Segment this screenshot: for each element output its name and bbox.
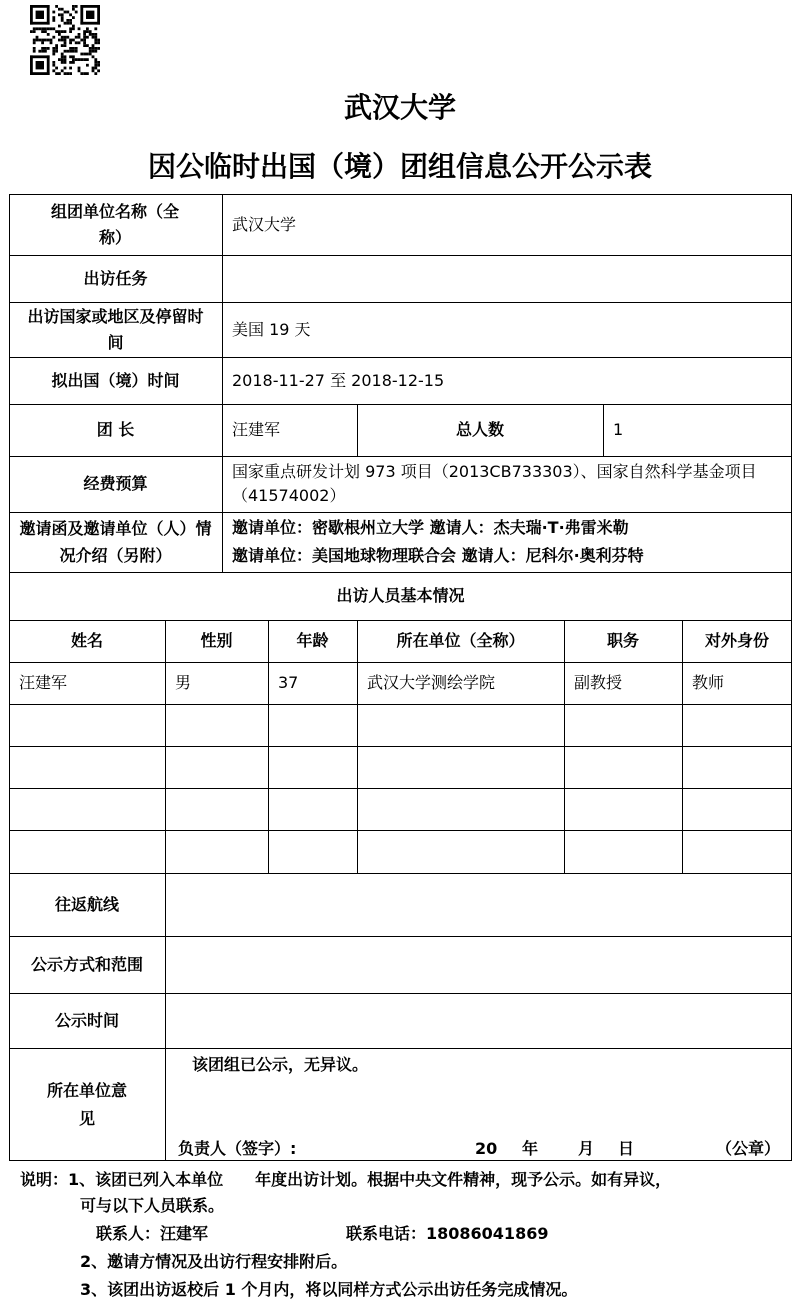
org-name-label: 组团单位名称（全称） [50,201,179,247]
invitation-label: 邀请函及邀请单位（人）情况介绍（另附） [19,519,212,565]
task-label: 出访任务 [83,268,148,288]
col-header-gender: 性别 [200,631,233,650]
signature-label: 负责人（签字）: [178,1139,297,1158]
qr-code [30,5,100,75]
contact-phone: 联系电话：18086041869 [346,1224,549,1243]
member-identity: 教师 [692,673,725,692]
member-age: 37 [278,673,299,692]
budget-label: 经费预算 [83,474,148,493]
budget-value: 国家重点研发计划 973 项目（2013CB733303）、国家自然科学基金项目（41574002） [232,462,757,505]
page-subtitle: 因公临时出国（境）团组信息公开公示表 [147,150,652,183]
member-org: 武汉大学测绘学院 [367,673,496,692]
date-prefix: 20 [475,1139,498,1158]
headcount-label: 总人数 [455,420,504,439]
note-line-1b: 可与以下人员联系。 [80,1196,225,1215]
col-header-title: 职务 [606,631,639,650]
departure-date-value: 2018-11-27 至 2018-12-15 [232,370,445,390]
contact-person: 联系人：汪建军 [96,1224,209,1243]
col-header-org: 所在单位（全称） [396,631,525,650]
unit-opinion-text: 该团组已公示，无异议。 [192,1055,369,1074]
col-header-identity: 对外身份 [704,631,769,650]
leader-value: 汪建军 [232,420,281,439]
note-line-2: 2、邀请方情况及出访行程安排附后。 [80,1252,348,1271]
invitation-value [232,512,790,572]
members-section-title: 出访人员基本情况 [336,586,465,605]
departure-date-label: 拟出国（境）时间 [51,370,180,390]
date-month: 月 [578,1139,595,1158]
invitation-line-1: 邀请单位：密歇根州立大学 邀请人：杰夫瑞·T·弗雷米勒 [232,518,629,537]
note-line-1: 说明：1、该团已列入本单位 年度出访计划。根据中央文件精神，现予公示。如有异议， [20,1170,672,1189]
note-line-3: 3、该团出访返校后 1 个月内，将以同样方式公示出访任务完成情况。 [80,1280,578,1299]
country-value: 美国 19 天 [232,319,311,339]
member-gender: 男 [175,673,192,692]
leader-label: 团 长 [96,420,135,439]
page-title: 武汉大学 [343,91,456,124]
org-name-value: 武汉大学 [232,214,297,234]
task-value [222,255,792,302]
col-header-name: 姓名 [70,631,103,650]
unit-opinion-label: 所在单位意见 [46,1080,127,1128]
headcount-value: 1 [613,420,624,439]
publicity-period-label: 公示时间 [54,1010,119,1030]
date-day: 日 [618,1139,635,1158]
member-name: 汪建军 [19,673,68,692]
date-year: 年 [522,1139,539,1158]
col-header-age: 年龄 [296,631,329,650]
official-seal: （公章） [716,1139,781,1158]
country-label: 出访国家或地区及停留时间 [27,306,204,352]
member-title: 副教授 [574,673,623,692]
route-label: 往返航线 [54,894,119,914]
publicity-scope-label: 公示方式和范围 [30,954,143,974]
invitation-line-2: 邀请单位：美国地球物理联合会 邀请人：尼科尔·奥利芬特 [232,546,644,565]
